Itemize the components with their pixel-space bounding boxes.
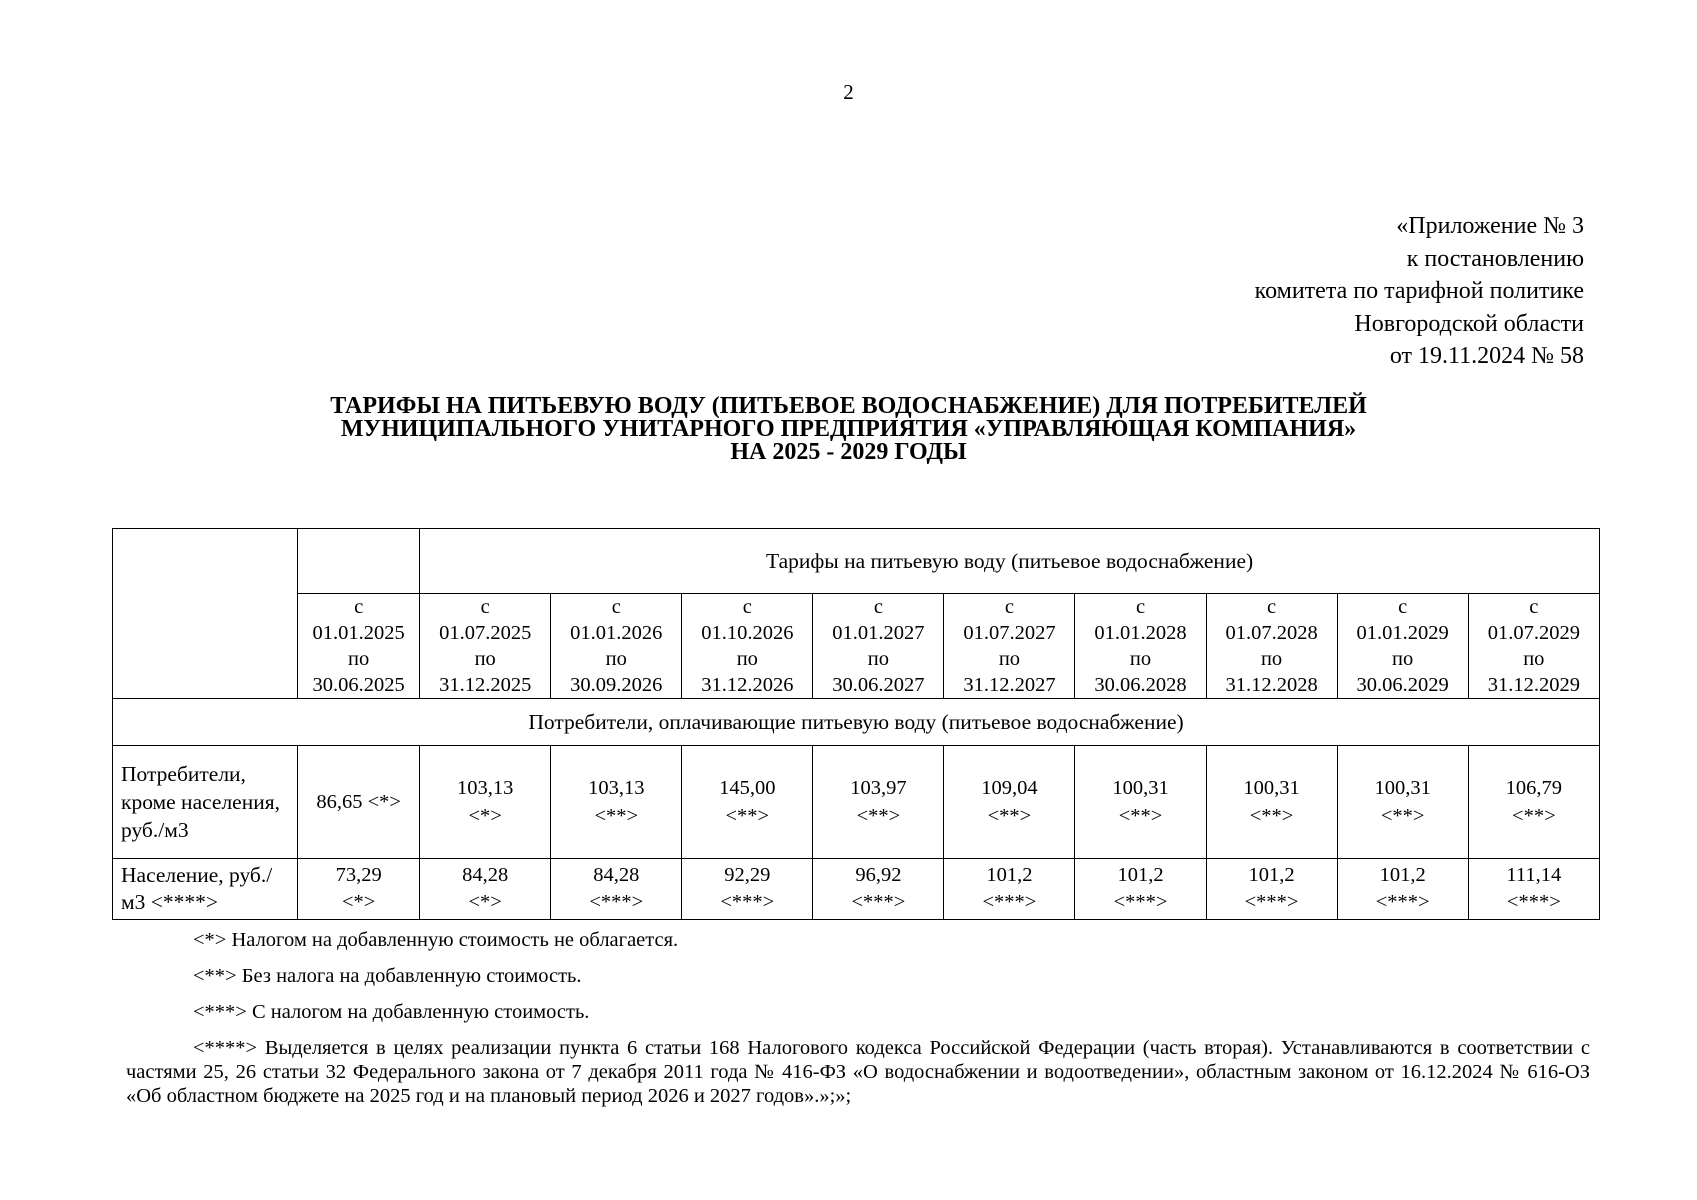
tariff-value: 84,28 — [593, 864, 640, 886]
tariff-value: 100,31 — [1112, 777, 1169, 799]
tariff-value: 73,29 — [335, 864, 382, 886]
tariff-note: <**> — [1380, 805, 1425, 827]
tariff-cell — [1337, 746, 1468, 859]
blank-header-cell — [298, 529, 420, 594]
table-row — [113, 746, 1600, 859]
group-row — [113, 699, 1600, 746]
period-header-cell — [420, 594, 551, 699]
appendix-line: от 19.11.2024 № 58 — [1389, 343, 1584, 369]
period-to: 31.12.2025 — [439, 674, 532, 696]
tariff-value: 86,65 <*> — [316, 791, 401, 813]
period-from-word: с — [354, 596, 364, 618]
period-header-cell — [298, 594, 420, 699]
tariff-note: <***> — [1113, 891, 1168, 913]
tariff-note: <***> — [982, 891, 1037, 913]
tariff-cell — [1337, 859, 1468, 920]
tariff-value: 101,2 — [986, 864, 1033, 886]
tariff-cell — [813, 859, 944, 920]
tariff-note: <*> — [468, 891, 502, 913]
period-to: 31.12.2028 — [1225, 674, 1318, 696]
period-from-word: с — [873, 596, 883, 618]
tariff-table — [112, 528, 1600, 920]
period-header-cell — [1206, 594, 1337, 699]
tariff-cell — [298, 859, 420, 920]
period-header-cell — [813, 594, 944, 699]
tariff-cell — [551, 859, 682, 920]
footnote: <***> С налогом на добавленную стоимость. — [193, 1001, 590, 1023]
tariff-cell — [682, 746, 813, 859]
period-to-word: по — [1129, 648, 1152, 670]
tariff-cell — [1468, 859, 1599, 920]
period-to-word: по — [1523, 648, 1545, 670]
tariff-cell — [1075, 746, 1206, 859]
tariff-note: <**> — [1249, 805, 1294, 827]
tariff-cell — [813, 746, 944, 859]
period-to-word: по — [736, 648, 758, 670]
tariff-cell — [298, 746, 420, 859]
period-to: 31.12.2026 — [701, 674, 794, 696]
period-to-word: по — [998, 648, 1021, 670]
period-from: 01.01.2029 — [1356, 622, 1449, 644]
tariff-note: <**> — [1118, 805, 1163, 827]
period-from-word: с — [1398, 596, 1408, 618]
period-from: 01.07.2029 — [1487, 622, 1580, 644]
tariff-cell — [1206, 746, 1337, 859]
tariff-cell — [420, 859, 551, 920]
footnotes — [126, 928, 1590, 1108]
period-from: 01.10.2026 — [701, 622, 794, 644]
tariff-note: <***> — [1244, 891, 1299, 913]
tariffs-header: Тарифы на питьевую воду (питьевое водоснабжение) — [420, 529, 1600, 594]
tariff-value: 103,97 — [850, 777, 907, 799]
period-from-word: с — [611, 596, 621, 618]
tariff-cell — [944, 859, 1075, 920]
tariff-note: <***> — [589, 891, 644, 913]
tariff-value: 101,2 — [1248, 864, 1295, 886]
appendix-line: комитета по тарифной политике — [1254, 278, 1584, 304]
appendix-reference — [1255, 210, 1584, 373]
period-from: 01.01.2027 — [832, 622, 925, 644]
period-to: 31.12.2027 — [963, 674, 1056, 696]
period-to: 30.06.2028 — [1094, 674, 1187, 696]
tariff-note: <***> — [1506, 891, 1561, 913]
period-header-cell — [1337, 594, 1468, 699]
tariff-note: <***> — [851, 891, 906, 913]
period-from-word: с — [1529, 596, 1539, 618]
period-to: 30.06.2027 — [832, 674, 925, 696]
tariff-cell — [1075, 859, 1206, 920]
tariff-note: <*> — [341, 891, 376, 913]
footnote: <****> Выделяется в целях реализации пункта 6 статьи 168 Налогового кодекса Российской Федерации (часть вторая). Устанавливаются в соответствии с частями 25, 26 статьи 32 Федерального закона от 7 декабря 2011 года № 416-ФЗ «О водоснабжении и водоотведении», областным законом от 16.12.2024 № 616-ОЗ «Об областном бюджете на 2025 год и на плановый период 2026 и 2027 годов».»;»; — [126, 1037, 1590, 1107]
table-header-row — [113, 529, 1600, 594]
tariff-value: 101,2 — [1379, 864, 1426, 886]
appendix-line: к постановлению — [1406, 245, 1584, 272]
period-to-word: по — [605, 648, 627, 670]
tariff-cell — [1468, 746, 1599, 859]
tariff-cell — [420, 746, 551, 859]
period-to-word: по — [348, 648, 370, 670]
tariff-value: 103,13 — [588, 777, 645, 799]
tariff-cell — [944, 746, 1075, 859]
title-line: НА 2025 - 2029 ГОДЫ — [730, 439, 967, 465]
period-to-word: по — [1392, 648, 1414, 670]
tariff-note: <**> — [856, 805, 901, 827]
period-to: 30.06.2029 — [1356, 674, 1449, 696]
period-header-cell — [1075, 594, 1206, 699]
tariff-value: 106,79 — [1505, 777, 1563, 799]
tariff-note: <**> — [987, 805, 1032, 827]
consumer-group-header: Потребители, оплачивающие питьевую воду (питьевое водоснабжение) — [113, 699, 1600, 746]
tariff-value: 101,2 — [1117, 864, 1164, 886]
period-from: 01.01.2028 — [1094, 622, 1187, 644]
period-header-cell — [551, 594, 682, 699]
tariff-value: 92,29 — [724, 864, 771, 886]
period-to-word: по — [1260, 648, 1283, 670]
document-title — [0, 395, 1697, 464]
period-from-word: с — [480, 596, 490, 618]
tariff-cell — [1206, 859, 1337, 920]
corner-cell — [113, 529, 298, 699]
tariff-value: 100,31 — [1243, 777, 1300, 799]
period-from: 01.07.2025 — [439, 622, 532, 644]
period-from-word: с — [1267, 596, 1277, 618]
title-line: МУНИЦИПАЛЬНОГО УНИТАРНОГО ПРЕДПРИЯТИЯ «УПРАВЛЯЮЩАЯ КОМПАНИЯ» — [340, 416, 1357, 442]
period-from: 01.01.2025 — [312, 622, 405, 644]
consumer-category-cell: Население, руб./м3 <****> — [113, 859, 298, 920]
period-from-word: с — [1135, 596, 1146, 618]
footnote: <*> Налогом на добавленную стоимость не облагается. — [193, 929, 679, 951]
tariff-value: 111,14 — [1506, 864, 1562, 886]
tariff-cell — [682, 859, 813, 920]
period-from: 01.01.2026 — [570, 622, 663, 644]
period-from-word: с — [1004, 596, 1014, 618]
appendix-line: Новгородской области — [1354, 310, 1584, 337]
title-line: ТАРИФЫ НА ПИТЬЕВУЮ ВОДУ (ПИТЬЕВОЕ ВОДОСНАБЖЕНИЕ) ДЛЯ ПОТРЕБИТЕЛЕЙ — [330, 393, 1367, 419]
consumer-category-cell: Потребители, кроме населения, руб./м3 — [113, 746, 298, 859]
period-row — [113, 594, 1600, 699]
appendix-line: «Приложение № 3 — [1396, 213, 1584, 239]
tariff-value: 103,13 — [457, 777, 514, 799]
table-row — [113, 859, 1600, 920]
tariff-note: <**> — [1512, 805, 1556, 827]
period-to: 30.09.2026 — [570, 674, 663, 696]
tariff-note: <*> — [468, 805, 502, 827]
period-from: 01.07.2028 — [1225, 622, 1318, 644]
period-header-cell — [682, 594, 813, 699]
tariff-note: <**> — [725, 805, 770, 827]
period-to-word: по — [867, 648, 889, 670]
period-header-cell — [944, 594, 1075, 699]
tariff-cell — [551, 746, 682, 859]
period-to-word: по — [474, 648, 496, 670]
page-number: 2 — [843, 80, 854, 104]
tariff-value: 145,00 — [719, 777, 776, 799]
tariff-note: <**> — [594, 805, 639, 827]
tariff-value: 84,28 — [462, 864, 509, 886]
tariff-note: <***> — [720, 891, 775, 913]
period-to: 30.06.2025 — [312, 674, 405, 696]
tariff-value: 109,04 — [981, 777, 1038, 799]
period-header-cell — [1468, 594, 1599, 699]
period-to: 31.12.2029 — [1487, 674, 1580, 696]
period-from: 01.07.2027 — [963, 622, 1056, 644]
footnote: <**> Без налога на добавленную стоимость. — [193, 965, 582, 987]
tariff-value: 100,31 — [1374, 777, 1431, 799]
tariff-value: 96,92 — [855, 864, 902, 886]
period-from-word: с — [742, 596, 752, 618]
tariff-note: <***> — [1375, 891, 1430, 913]
